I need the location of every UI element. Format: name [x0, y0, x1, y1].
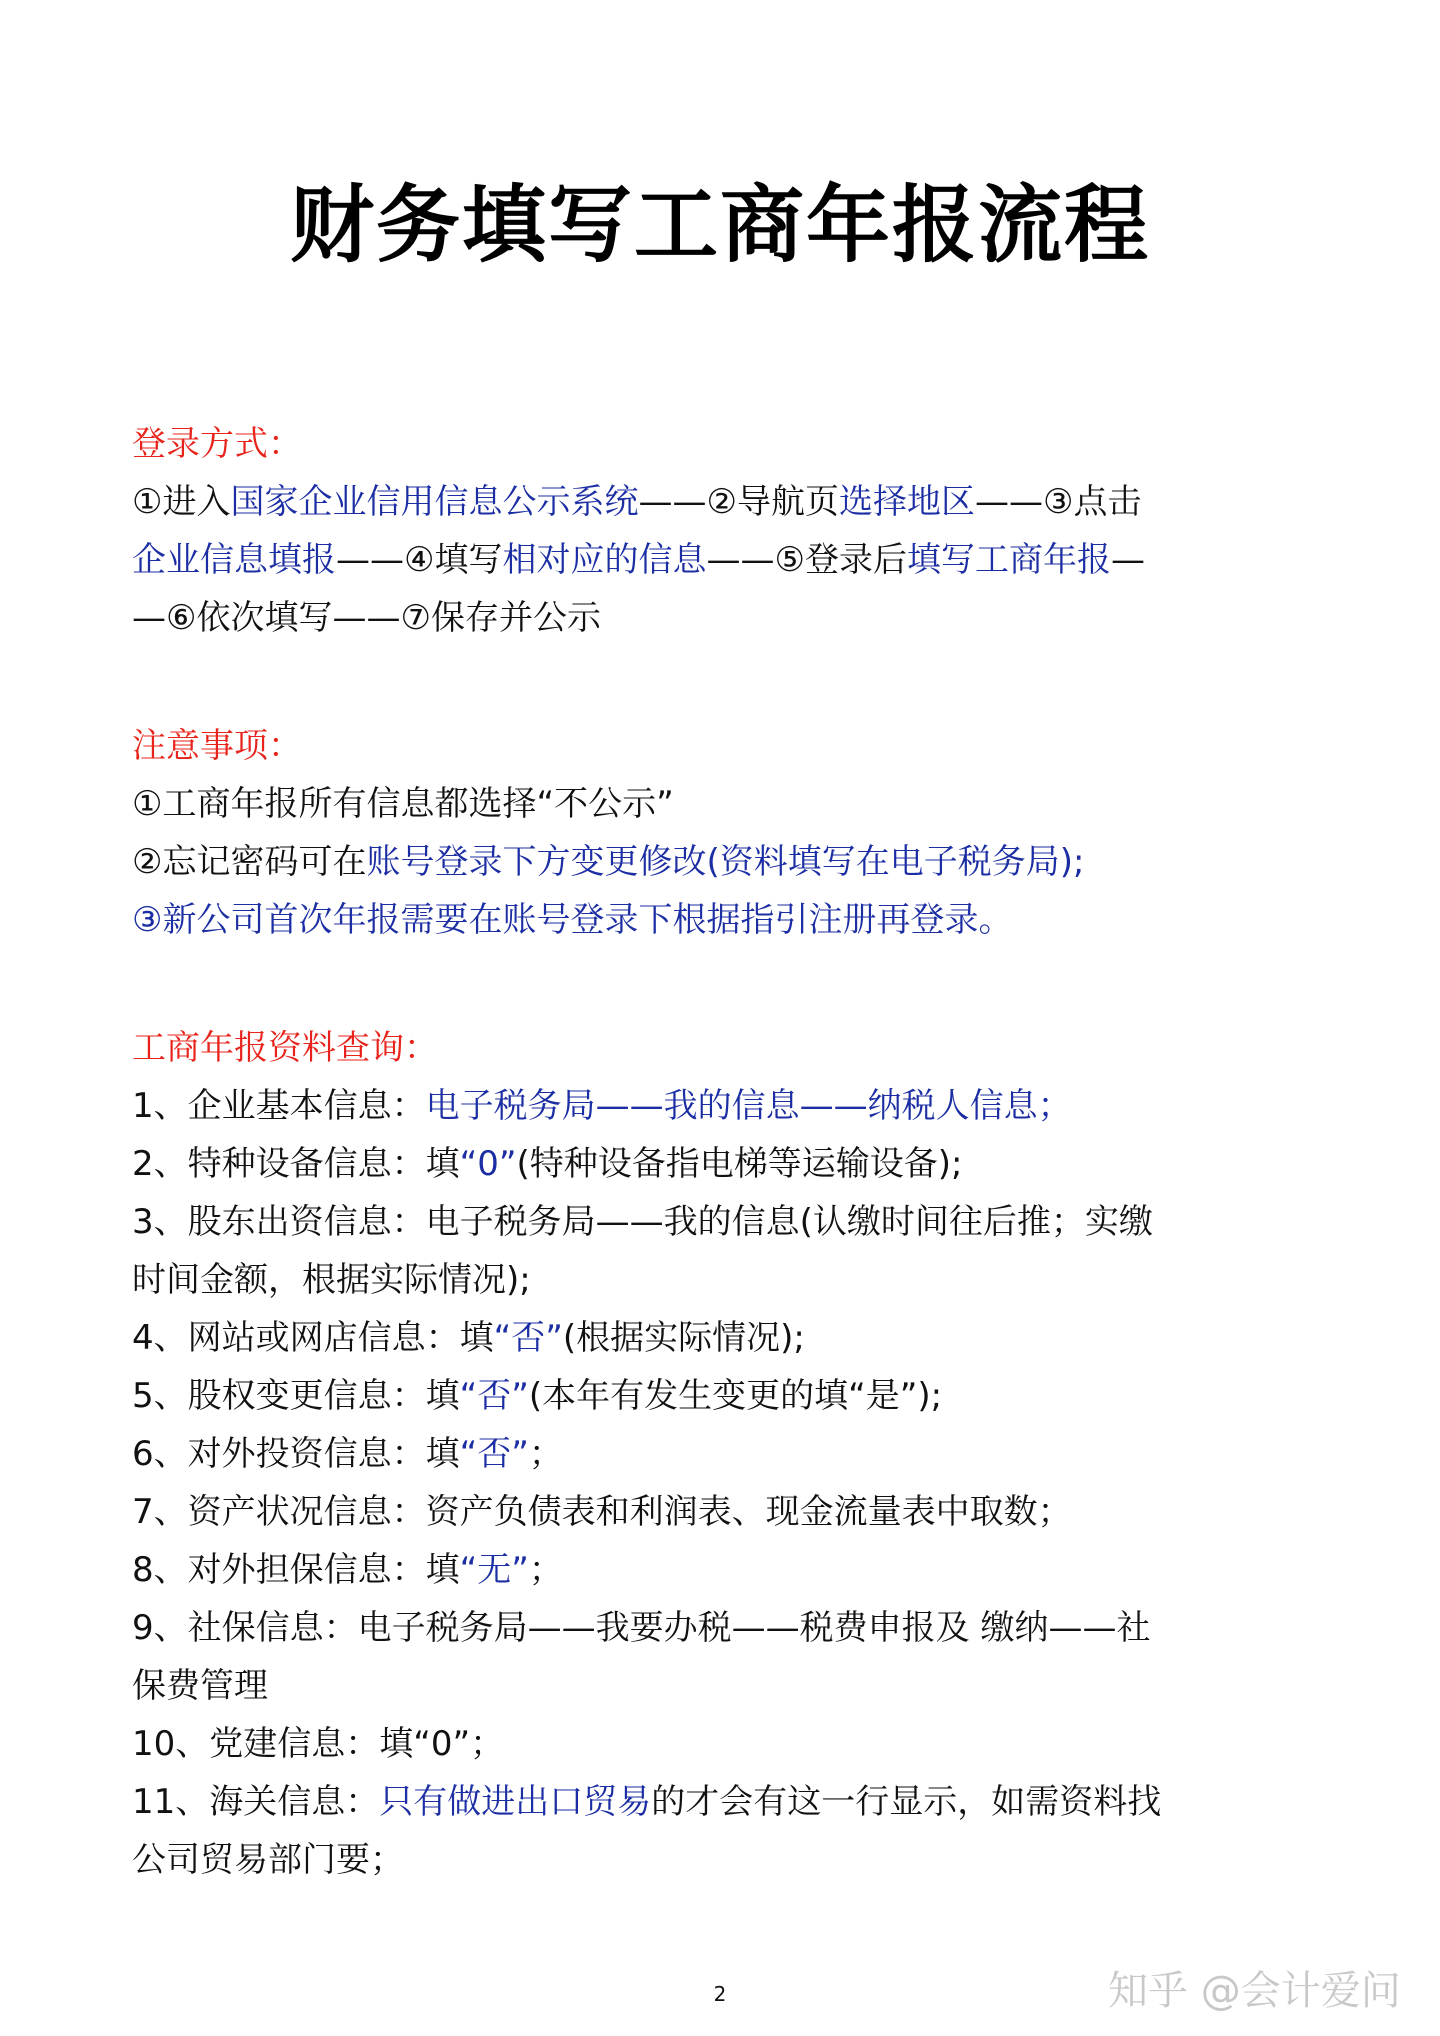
highlighted-text: “无” [459, 1550, 529, 1590]
login-heading: 登录方式： [132, 424, 302, 464]
notes-section [132, 717, 1332, 949]
text-segment: ①进入 [132, 482, 231, 522]
text-segment: —⑥依次填写——⑦保存并公示 [132, 598, 601, 638]
highlighted-text: 选择地区 [838, 482, 975, 522]
text-line [132, 833, 1332, 891]
page-title: 财务填写工商年报流程 [289, 176, 1150, 274]
text-line [132, 1773, 1332, 1831]
highlighted-text: “否” [459, 1376, 529, 1416]
text-segment: 11、海关信息： [132, 1782, 380, 1822]
highlighted-text: 账号登录下方变更修改(资料填写在电子税务局); [366, 842, 1085, 882]
query-body [132, 1077, 1332, 1889]
text-segment: 1、企业基本信息： [132, 1086, 426, 1126]
highlighted-text: 相对应的信息 [502, 540, 707, 580]
text-segment: 3、股东出资信息：电子税务局——我的信息(认缴时间往后推；实缴 [132, 1202, 1153, 1242]
text-line [132, 1367, 1332, 1425]
text-line [132, 589, 1332, 647]
text-segment: 9、社保信息：电子税务局——我要办税——税费申报及 缴纳——社 [132, 1608, 1151, 1648]
highlighted-text: 国家企业信用信息公示系统 [230, 482, 639, 522]
text-segment: 公司贸易部门要； [132, 1840, 404, 1880]
watermark: 知乎 @会计爱问 [1108, 1968, 1401, 2014]
text-line [132, 1657, 1332, 1715]
text-segment: ——②导航页 [638, 482, 839, 522]
text-segment: 8、对外担保信息：填 [132, 1550, 460, 1590]
query-heading: 工商年报资料查询： [132, 1028, 438, 1068]
highlighted-text: “否” [459, 1434, 529, 1474]
text-segment: 时间金额，根据实际情况); [132, 1260, 531, 1300]
text-segment: ； [528, 1434, 563, 1474]
text-segment: ； [528, 1550, 563, 1590]
highlighted-text: “0” [459, 1144, 517, 1184]
highlighted-text: ③新公司首次年报需要在账号登录下根据指引注册再登录。 [132, 900, 1013, 940]
notes-body [132, 775, 1332, 949]
notes-heading: 注意事项： [132, 726, 302, 766]
text-line [132, 1483, 1332, 1541]
text-segment: 4、网站或网店信息：填 [132, 1318, 494, 1358]
text-line [132, 1135, 1332, 1193]
text-line [132, 1077, 1332, 1135]
highlighted-text: 只有做进出口贸易 [379, 1782, 652, 1822]
text-segment: ——④填写 [336, 540, 503, 580]
text-line [132, 1251, 1332, 1309]
text-line [132, 1541, 1332, 1599]
text-segment: ①工商年报所有信息都选择“不公示” [132, 784, 674, 824]
text-segment: ——⑤登录后 [706, 540, 907, 580]
highlighted-text: 企业信息填报 [132, 540, 336, 580]
highlighted-text: “否” [493, 1318, 563, 1358]
text-segment: 10、党建信息：填“0”； [132, 1724, 505, 1764]
text-line [132, 1425, 1332, 1483]
text-segment: 5、股权变更信息：填 [132, 1376, 460, 1416]
text-line [132, 1715, 1332, 1773]
text-segment: 保费管理 [132, 1666, 268, 1706]
login-section [132, 415, 1332, 647]
text-line [132, 1309, 1332, 1367]
text-line [132, 1599, 1332, 1657]
text-segment: (本年有发生变更的填“是”); [528, 1376, 943, 1416]
text-line [132, 531, 1332, 589]
text-segment: 2、特种设备信息：填 [132, 1144, 460, 1184]
text-segment: ②忘记密码可在 [132, 842, 367, 882]
text-line [132, 775, 1332, 833]
text-line [132, 891, 1332, 949]
text-segment: — [1110, 540, 1145, 580]
text-segment: 7、资产状况信息：资产负债表和利润表、现金流量表中取数； [132, 1492, 1072, 1532]
text-segment: 6、对外投资信息：填 [132, 1434, 460, 1474]
text-line [132, 1831, 1332, 1889]
text-segment: 的才会有这一行显示，如需资料找 [651, 1782, 1162, 1822]
highlighted-text: 电子税务局——我的信息——纳税人信息； [425, 1086, 1072, 1126]
highlighted-text: 填写工商年报 [906, 540, 1111, 580]
text-segment: (特种设备指电梯等运输设备); [516, 1144, 963, 1184]
login-body [132, 473, 1332, 647]
text-line [132, 1193, 1332, 1251]
text-line [132, 473, 1332, 531]
text-segment: ——③点击 [974, 482, 1142, 522]
text-segment: (根据实际情况); [562, 1318, 805, 1358]
query-section [132, 1019, 1332, 1889]
page-number: 2 [713, 1982, 727, 2006]
